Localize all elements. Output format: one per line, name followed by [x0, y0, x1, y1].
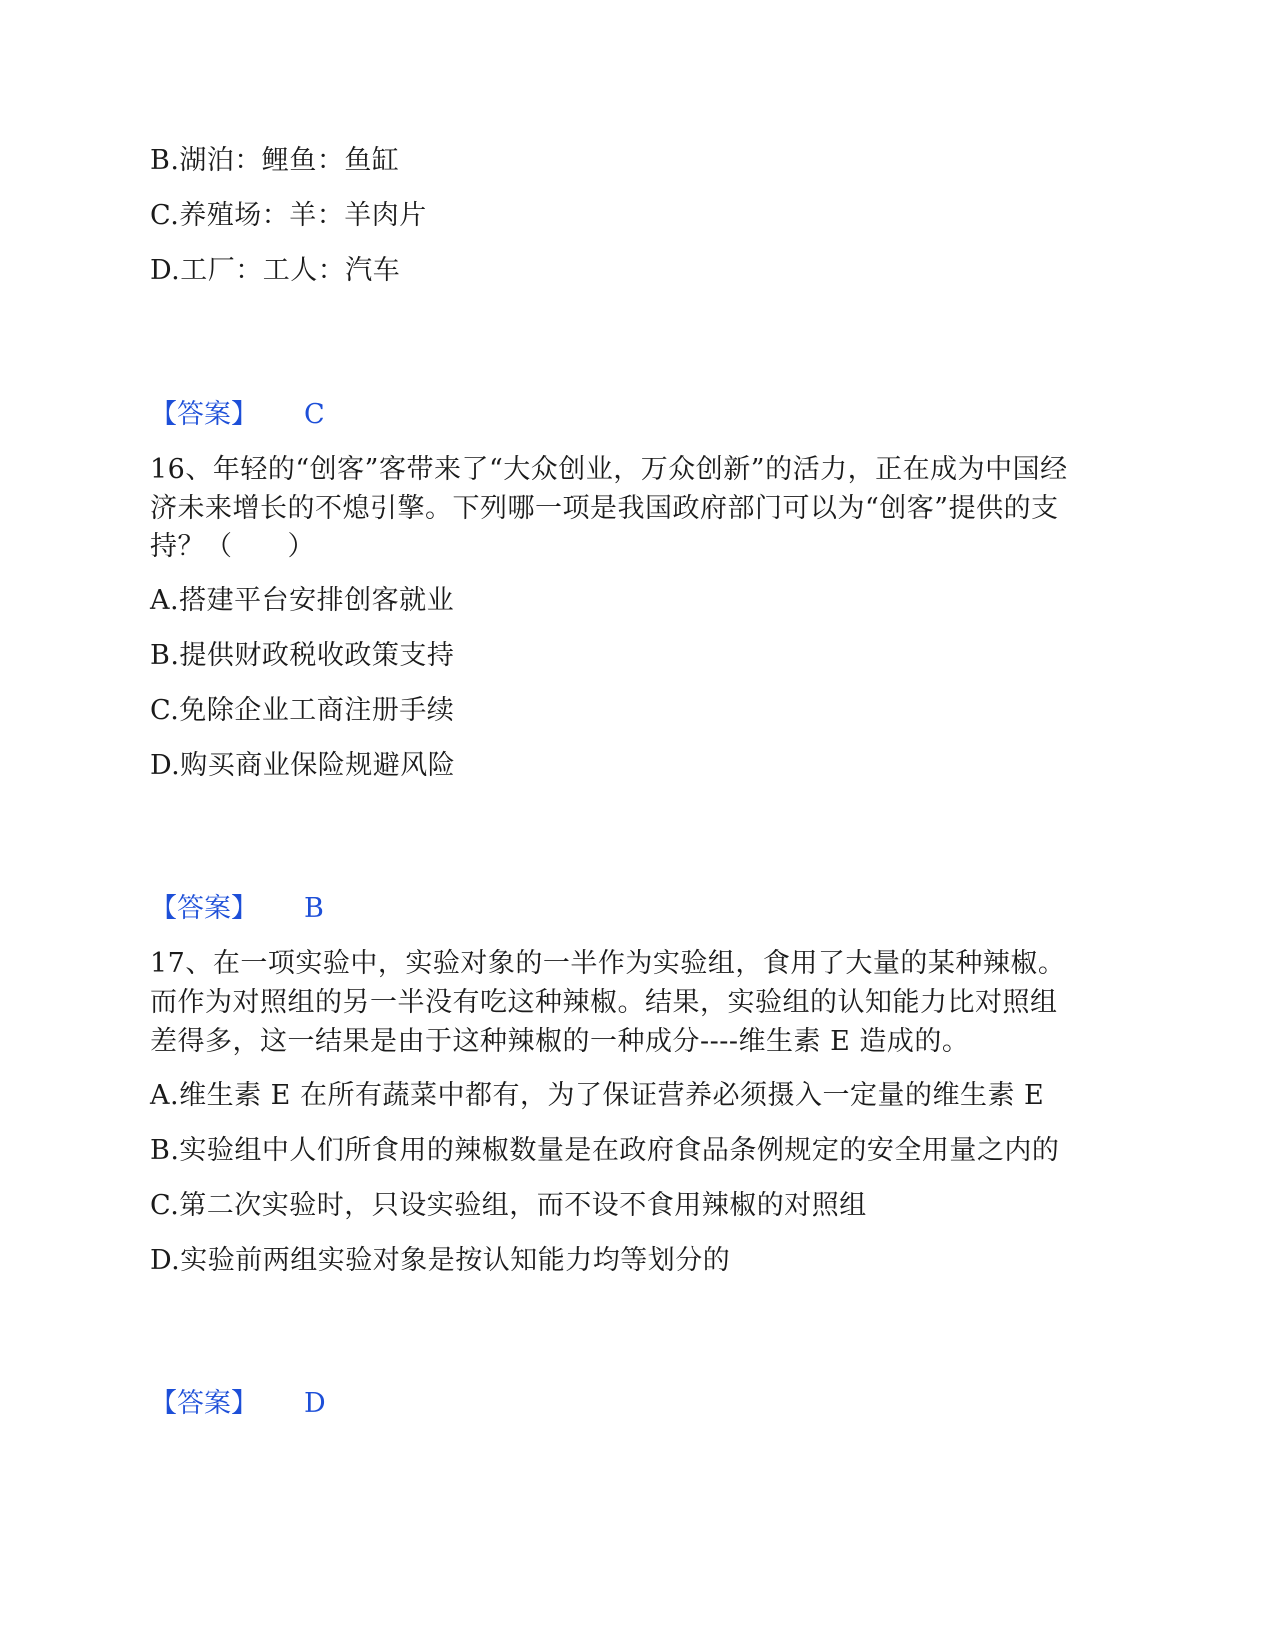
q16-stem-line-2: 济未来增长的不熄引擎。下列哪一项是我国政府部门可以为“创客”提供的支 — [150, 493, 1059, 524]
answer-value: B — [304, 893, 324, 924]
answer-label: 【答案】 — [150, 893, 258, 924]
q15-option-d: D.工厂：工人：汽车 — [150, 255, 401, 286]
q16-answer — [150, 892, 324, 926]
q15-option-c: C.养殖场：羊：羊肉片 — [150, 200, 427, 231]
q17-option-c: C.第二次实验时，只设实验组，而不设不食用辣椒的对照组 — [150, 1190, 867, 1221]
q16-option-a: A.搭建平台安排创客就业 — [150, 585, 455, 616]
q17-stem-line-3: 差得多，这一结果是由于这种辣椒的一种成分----维生素 E 造成的。 — [150, 1026, 970, 1057]
answer-label: 【答案】 — [150, 1388, 258, 1419]
q15-option-b: B.湖泊：鲤鱼：鱼缸 — [150, 145, 400, 176]
q16-option-b: B.提供财政税收政策支持 — [150, 640, 455, 671]
q16-stem-line-1: 16、年轻的“创客”客带来了“大众创业，万众创新”的活力，正在成为中国经 — [150, 454, 1068, 485]
answer-label: 【答案】 — [150, 399, 258, 430]
answer-value: C — [304, 399, 325, 430]
q17-stem-line-1: 17、在一项实验中，实验对象的一半作为实验组，食用了大量的某种辣椒。 — [150, 948, 1066, 979]
q16-stem-line-3: 持？（ ） — [150, 531, 315, 562]
q16-option-c: C.免除企业工商注册手续 — [150, 695, 455, 726]
q17-option-b: B.实验组中人们所食用的辣椒数量是在政府食品条例规定的安全用量之内的 — [150, 1135, 1060, 1166]
q17-answer — [150, 1387, 326, 1421]
q17-option-a: A.维生素 E 在所有蔬菜中都有，为了保证营养必须摄入一定量的维生素 E — [150, 1080, 1045, 1111]
q17-stem-line-2: 而作为对照组的另一半没有吃这种辣椒。结果，实验组的认知能力比对照组 — [150, 987, 1058, 1018]
q17-option-d: D.实验前两组实验对象是按认知能力均等划分的 — [150, 1245, 731, 1276]
q15-answer — [150, 398, 325, 432]
answer-value: D — [304, 1388, 326, 1419]
q16-option-d: D.购买商业保险规避风险 — [150, 750, 456, 781]
